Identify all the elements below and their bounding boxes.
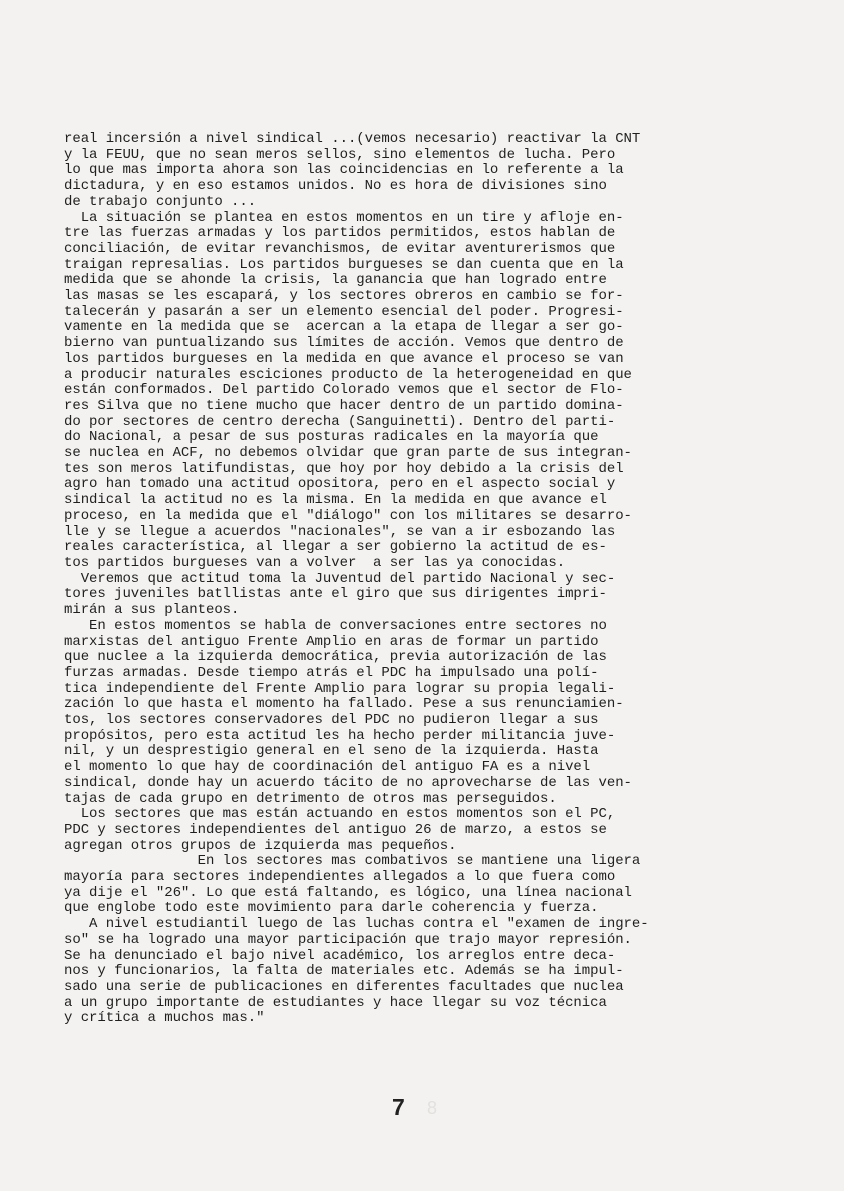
- text-line: a un grupo importante de estudiantes y hace llegar su voz técnica: [64, 995, 607, 1011]
- text-line: tre las fuerzas armadas y los partidos permitidos, estos hablan de: [64, 226, 616, 242]
- text-line: de trabajo conjunto ...: [64, 194, 257, 210]
- text-line: Los sectores que mas están actuando en estos momentos son el PC,: [64, 807, 616, 823]
- text-line: so" se ha logrado una mayor participación que trajo mayor represión.: [64, 932, 632, 948]
- text-line: nos y funcionarios, la falta de materiales etc. Además se ha impul-: [64, 964, 624, 980]
- text-line: lle y se llegue a acuerdos "nacionales", se van a ir esbozando las: [64, 524, 616, 540]
- text-line: A nivel estudiantil luego de las luchas contra el "examen de ingre-: [64, 917, 649, 933]
- text-line: Veremos que actitud toma la Juventud del partido Nacional y sec-: [64, 571, 616, 587]
- text-line: y crítica a muchos mas.": [64, 1011, 265, 1027]
- text-line: sado una serie de publicaciones en diferentes facultades que nuclea: [64, 979, 624, 995]
- text-line: proceso, en la medida que el "diálogo" con los militares se desarro-: [64, 508, 632, 524]
- text-line: En los sectores mas combativos se mantiene una ligera: [64, 854, 641, 870]
- text-line: tajas de cada grupo en detrimento de otros mas perseguidos.: [64, 791, 557, 807]
- text-line: tores juveniles batllistas ante el giro que sus dirigentes impri-: [64, 587, 607, 603]
- text-line: Se ha denunciado el bajo nivel académico, los arreglos entre deca-: [64, 948, 616, 964]
- text-line: que nuclee a la izquierda democrática, previa autorización de las: [64, 650, 607, 666]
- text-line: mayoría para sectores independientes allegados a lo que fuera como: [64, 870, 616, 886]
- text-line: los partidos burgueses en la medida en que avance el proceso se van: [64, 351, 624, 367]
- text-line: y la FEUU, que no sean meros sellos, sino elementos de lucha. Pero: [64, 147, 616, 163]
- text-line: que englobe todo este movimiento para darle coherencia y fuerza.: [64, 901, 599, 917]
- text-line: lo que mas importa ahora son las coincidencias en lo referente a la: [64, 163, 624, 179]
- text-line: marxistas del antiguo Frente Amplio en aras de formar un partido: [64, 634, 599, 650]
- text-line: conciliación, de evitar revanchismos, de evitar aventurerismos que: [64, 241, 616, 257]
- text-line: agro han tomado una actitud opositora, pero en el aspecto social y: [64, 477, 616, 493]
- text-line: do Nacional, a pesar de sus posturas radicales en la mayoría que: [64, 430, 599, 446]
- text-line: furzas armadas. Desde tiempo atrás el PDC ha impulsado una polí-: [64, 665, 599, 681]
- text-line: real incersión a nivel sindical ...(vemos necesario) reactivar la CNT: [64, 132, 641, 147]
- page-number: 7: [392, 1094, 405, 1120]
- text-line: tes son meros latifundistas, que hoy por hoy debido a la crisis del: [64, 461, 624, 477]
- text-line: talecerán y pasarán a ser un elemento esencial del poder. Progresi-: [64, 304, 624, 320]
- text-line: res Silva que no tiene mucho que hacer dentro de un partido domina-: [64, 398, 624, 414]
- text-line: a producir naturales esciciones producto de la heterogeneidad en que: [64, 367, 632, 383]
- text-line: tica independiente del Frente Amplio para lograr su propia legali-: [64, 681, 616, 697]
- text-line: sindical, donde hay un acuerdo tácito de no aprovecharse de las ven-: [64, 775, 632, 791]
- text-line: ya dije el "26". Lo que está faltando, es lógico, una línea nacional: [64, 885, 632, 901]
- text-line: traigan represalias. Los partidos burgueses se dan cuenta que en la: [64, 257, 624, 273]
- text-line: do por sectores de centro derecha (Sanguinetti). Dentro del parti-: [64, 414, 616, 430]
- text-line: están conformados. Del partido Colorado vemos que el sector de Flo-: [64, 383, 624, 399]
- text-line: agregan otros grupos de izquierda mas pequeños.: [64, 838, 457, 854]
- text-line: propósitos, pero esta actitud les ha hecho perder militancia juve-: [64, 728, 616, 744]
- body-text: [64, 132, 740, 1027]
- text-line: PDC y sectores independientes del antiguo 26 de marzo, a estos se: [64, 822, 607, 838]
- ghost-page-number: 8: [427, 1098, 438, 1118]
- text-line: tos partidos burgueses van a volver a ser las ya conocidas.: [64, 555, 566, 571]
- text-line: el momento lo que hay de coordinación del antiguo FA es a nivel: [64, 760, 591, 776]
- text-line: nil, y un desprestigio general en el seno de la izquierda. Hasta: [64, 744, 599, 760]
- text-line: mirán a sus planteos.: [64, 603, 240, 619]
- text-line: medida que se ahonde la crisis, la ganancia que han logrado entre: [64, 273, 607, 289]
- text-line: vamente en la medida que se acercan a la etapa de llegar a ser go-: [64, 320, 624, 336]
- text-line: bierno van puntualizando sus límites de acción. Vemos que dentro de: [64, 336, 624, 352]
- text-line: dictadura, y en eso estamos unidos. No es hora de divisiones sino: [64, 179, 607, 195]
- text-line: se nuclea en ACF, no debemos olvidar que gran parte de sus integran-: [64, 446, 632, 462]
- text-line: zación lo que hasta el momento ha fallado. Pese a sus renunciamien-: [64, 697, 624, 713]
- text-line: tos, los sectores conservadores del PDC no pudieron llegar a sus: [64, 713, 599, 729]
- text-line: sindical la actitud no es la misma. En la medida en que avance el: [64, 493, 607, 509]
- text-line: las masas se les escapará, y los sectores obreros en cambio se for-: [64, 289, 624, 305]
- text-line: La situación se plantea en estos momentos en un tire y afloje en-: [64, 210, 624, 226]
- text-line: reales característica, al llegar a ser gobierno la actitud de es-: [64, 540, 607, 556]
- text-line: En estos momentos se habla de conversaciones entre sectores no: [64, 618, 607, 634]
